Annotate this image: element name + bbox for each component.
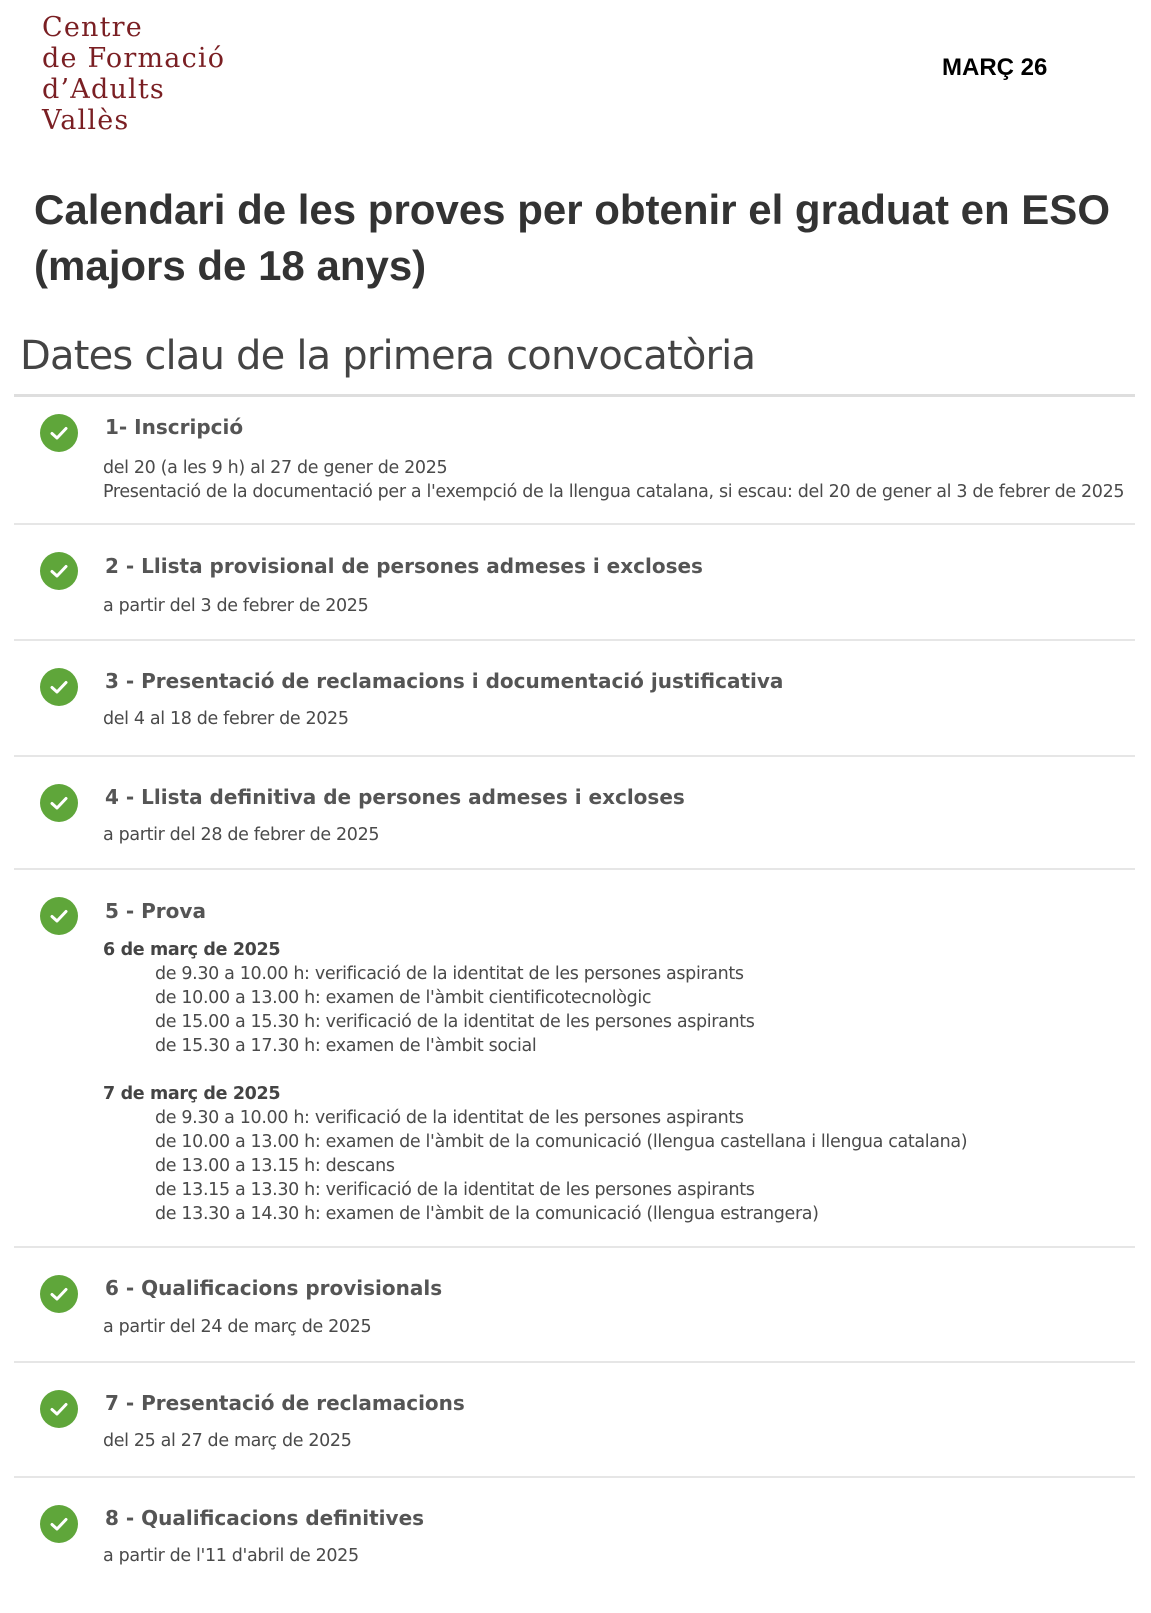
step-item bbox=[14, 757, 1135, 870]
check-icon bbox=[40, 552, 78, 590]
step-item bbox=[14, 1248, 1135, 1363]
step-detail: a partir de l'11 d'abril de 2025 bbox=[103, 1546, 359, 1566]
schedule-item: de 13.00 a 13.15 h: descans bbox=[155, 1156, 395, 1176]
step-detail: del 25 al 27 de març de 2025 bbox=[103, 1431, 352, 1451]
step-title: 6 - Qualificacions provisionals bbox=[105, 1276, 443, 1300]
check-icon bbox=[40, 414, 78, 452]
logo-line: Centre bbox=[42, 12, 143, 43]
step-title: 3 - Presentació de reclamacions i documentació justificativa bbox=[105, 669, 784, 693]
step-item bbox=[14, 641, 1135, 757]
check-icon bbox=[40, 1275, 78, 1313]
schedule-item: de 10.00 a 13.00 h: examen de l'àmbit cientificotecnològic bbox=[155, 988, 652, 1008]
check-icon bbox=[40, 784, 78, 822]
step-detail: a partir del 3 de febrer de 2025 bbox=[103, 596, 369, 616]
logo-line: Vallès bbox=[42, 105, 130, 136]
logo-line: d’Adults bbox=[42, 74, 165, 105]
step-title: 8 - Qualificacions definitives bbox=[105, 1506, 425, 1530]
schedule-item: de 13.15 a 13.30 h: verificació de la identitat de les persones aspirants bbox=[155, 1180, 755, 1200]
logo bbox=[42, 12, 225, 136]
document-title: Calendari de les proves per obtenir el graduat en ESO (majors de 18 anys) bbox=[34, 186, 1110, 289]
step-title: 4 - Llista definitiva de persones admeses i excloses bbox=[105, 785, 685, 809]
schedule-item: de 15.30 a 17.30 h: examen de l'àmbit social bbox=[155, 1036, 537, 1056]
step-detail: Presentació de la documentació per a l'exempció de la llengua catalana, si escau: del 20 de gener al 3 de febrer de 2025 bbox=[103, 482, 1125, 502]
logo-line: de Formació bbox=[42, 43, 226, 74]
step-detail: a partir del 28 de febrer de 2025 bbox=[103, 825, 380, 845]
check-icon bbox=[40, 1505, 78, 1543]
step-item bbox=[14, 1363, 1135, 1478]
schedule-item: de 15.00 a 15.30 h: verificació de la identitat de les persones aspirants bbox=[155, 1012, 755, 1032]
steps-list bbox=[14, 397, 1135, 1588]
exam-day-date: 7 de març de 2025 bbox=[103, 1084, 281, 1104]
step-title: 2 - Llista provisional de persones admeses i excloses bbox=[105, 554, 703, 578]
step-detail: a partir del 24 de març de 2025 bbox=[103, 1317, 372, 1337]
month-label: MARÇ 26 bbox=[942, 54, 1048, 81]
schedule-item: de 9.30 a 10.00 h: verificació de la identitat de les persones aspirants bbox=[155, 964, 744, 984]
step-detail: del 20 (a les 9 h) al 27 de gener de 2025 bbox=[103, 458, 448, 478]
step-title: 1- Inscripció bbox=[105, 415, 244, 439]
check-icon bbox=[40, 897, 78, 935]
check-icon bbox=[40, 668, 78, 706]
exam-day-date: 6 de març de 2025 bbox=[103, 940, 281, 960]
step-item bbox=[14, 1478, 1135, 1588]
step-title: 7 - Presentació de reclamacions bbox=[105, 1391, 465, 1415]
step-detail: del 4 al 18 de febrer de 2025 bbox=[103, 709, 349, 729]
schedule-item: de 9.30 a 10.00 h: verificació de la identitat de les persones aspirants bbox=[155, 1108, 744, 1128]
step-item bbox=[14, 397, 1135, 525]
schedule-item: de 13.30 a 14.30 h: examen de l'àmbit de la comunicació (llengua estrangera) bbox=[155, 1204, 819, 1224]
check-icon bbox=[40, 1390, 78, 1428]
step-item bbox=[14, 525, 1135, 641]
step-item bbox=[14, 870, 1135, 1248]
schedule-item: de 10.00 a 13.00 h: examen de l'àmbit de la comunicació (llengua castellana i llengua catalana) bbox=[155, 1132, 968, 1152]
section-title: Dates clau de la primera convocatòria bbox=[20, 333, 756, 379]
step-title: 5 - Prova bbox=[105, 899, 206, 923]
